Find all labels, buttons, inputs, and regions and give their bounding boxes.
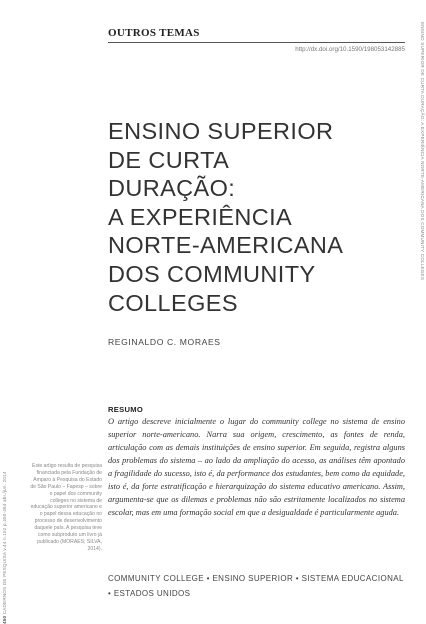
- title-line: DURAÇÃO:: [108, 175, 236, 202]
- article-title: [108, 117, 408, 317]
- footnote: Este artigo resulta de pesquisa financiada pela Fundação de Amparo à Pesquisa do Estado de São Paulo – Fapesp – sobre o papel dos community colleges no sistema de educação superior americano e o papel dessa educação no processo de desenvolvimento daquele país. A pesquisa teve como subproduto um livro já publicado (MORAES; SILVA, 2014).: [30, 463, 102, 552]
- abstract-text: O artigo descreve inicialmente o lugar do community college no sistema de ensino superior norte-americano. Narra sua origem, crescimento, as fontes de renda, articulação com as demais instituições de ensino superior. Em seguida, registra alguns dos problemas do sistema – ao lado da ampliação do acesso, as análises têm apontado a fragilidade do sucesso, isto é, da performance dos estudantes, bem como da equidade, isto é, da forte estratificação e hierarquização do sistema educativo americano. Assim, argumenta-se que os dilemas e problemas não são estritamente localizados no sistema escolar, mas em uma formação social em que a desigualdade é particularmente aguda.: [108, 417, 405, 517]
- section-label: OUTROS TEMAS: [108, 27, 200, 39]
- page-number: 450: [2, 615, 7, 624]
- title-line: DE CURTA: [108, 146, 230, 173]
- running-title: ENSINO SUPERIOR DE CURTA DURAÇÃO: A EXPERIÊNCIA NORTE-AMERICANA DOS COMMUNITY COLLEGES: [420, 22, 425, 281]
- abstract-heading: RESUMO: [108, 405, 144, 414]
- title-line: NORTE-AMERICANA: [108, 232, 344, 259]
- doi-link[interactable]: http://dx.doi.org/10.1590/198053142885: [295, 46, 405, 53]
- journal-citation: CADERNOS DE PESQUISA v.44 n.152 p.450-464 abr./jun. 2014: [2, 471, 7, 615]
- keywords: COMMUNITY COLLEGE • ENSINO SUPERIOR • SISTEMA EDUCACIONAL • ESTADOS UNIDOS: [108, 574, 404, 598]
- title-line: A EXPERIÊNCIA: [108, 203, 293, 230]
- title-line: DOS COMMUNITY: [108, 260, 316, 287]
- author-name: REGINALDO C. MORAES: [108, 337, 221, 347]
- journal-margin-info: [2, 471, 7, 624]
- header-rule: [108, 42, 405, 43]
- title-line: COLLEGES: [108, 289, 238, 316]
- title-line: ENSINO SUPERIOR: [108, 118, 334, 144]
